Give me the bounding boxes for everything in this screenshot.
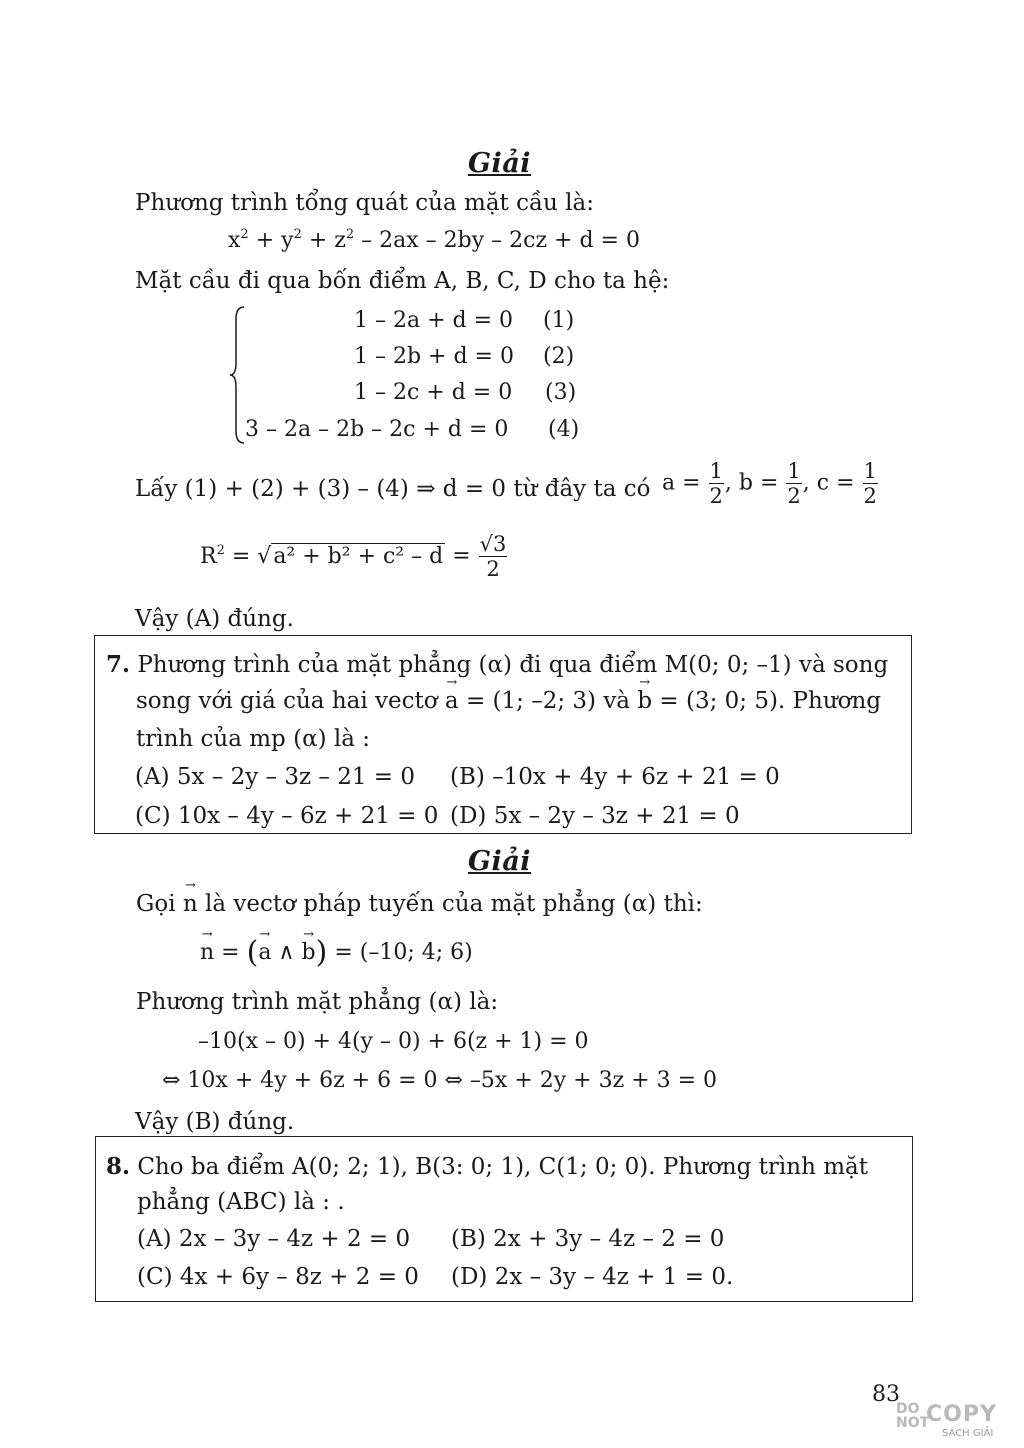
system-tag: (1) xyxy=(543,308,575,333)
abc-values: a = $\frac{1}{2}$ , b = $\frac{1}{2}$ , c = $\frac{1}{2}$ xyxy=(662,459,877,508)
vector-b: → b xyxy=(637,690,652,713)
option-b: (B) 2x + 3y – 4z – 2 = 0 xyxy=(451,1226,725,1252)
plane-equation: ⇔ 10x + 4y + 6z + 6 = 0 ⇔ –5x + 2y + 3z + 3 = 0 xyxy=(162,1068,718,1093)
problem-8-statement: phẳng (ABC) là : . xyxy=(137,1189,345,1215)
option-d: (D) 5x – 2y – 3z + 21 = 0 xyxy=(450,803,740,829)
vector-a: → a xyxy=(445,690,459,713)
solution-heading: Giải xyxy=(468,846,532,877)
system-equation: 1 – 2a + d = 0 xyxy=(354,308,514,333)
problem-8-statement: 8. Cho ba điểm A(0; 2; 1), B(3: 0; 1), C(1; 0; 0). Phương trình mặt xyxy=(106,1153,868,1180)
sphere-equation: $x^2 + y^2 + z^2 - 2ax - 2by - 2cz + d = 0$ xyxy=(228,227,640,253)
system-equation: 1 – 2c + d = 0 xyxy=(354,380,513,405)
system-tag: (2) xyxy=(543,344,575,369)
plane-equation: –10(x – 0) + 4(y – 0) + 6(z + 1) = 0 xyxy=(198,1029,589,1054)
option-c: (C) 4x + 6y – 8z + 2 = 0 xyxy=(137,1264,419,1290)
solution-text: Phương trình tổng quát của mặt cầu là: xyxy=(135,190,595,216)
system-equation: 3 – 2a – 2b – 2c + d = 0 xyxy=(245,417,509,442)
option-a: (A) 5x – 2y – 3z – 21 = 0 xyxy=(135,764,416,790)
solution-heading: Giải xyxy=(468,148,532,179)
derivation-text: Lấy (1) + (2) + (3) – (4) ⇒ d = 0 từ đây ta có xyxy=(135,476,651,502)
watermark-logo: DO NOT COPY SÁCH GIẢI xyxy=(896,1401,997,1439)
solution-text: Phương trình mặt phẳng (α) là: xyxy=(136,989,499,1015)
vector-n: → n xyxy=(183,893,198,916)
radius-equation: $R^2 = √a^2 + b^2 + c^2 - d$ = $\frac{√3}{2}$ xyxy=(200,532,507,581)
system-tag: (3) xyxy=(545,380,577,405)
problem-7-statement: trình của mp (α) là : xyxy=(136,726,371,752)
option-b: (B) –10x + 4y + 6z + 21 = 0 xyxy=(450,764,780,790)
cross-product-equation: → n = (→ a ∧ → b) = (–10; 4; 6) xyxy=(200,938,473,968)
system-tag: (4) xyxy=(548,417,580,442)
page-number: 83 xyxy=(872,1382,900,1407)
problem-7-statement: song với giá của hai vectơ → a = (1; –2; 3) và → b = (3; 0; 5). Phương xyxy=(136,690,881,713)
option-d: (D) 2x – 3y – 4z + 1 = 0. xyxy=(451,1264,734,1290)
option-a: (A) 2x – 3y – 4z + 2 = 0 xyxy=(137,1226,411,1252)
conclusion-text: Vậy (A) đúng. xyxy=(135,606,294,632)
option-c: (C) 10x – 4y – 6z + 21 = 0 xyxy=(135,803,439,829)
solution-text: Gọi → n là vectơ pháp tuyến của mặt phẳng (α) thì: xyxy=(136,893,703,916)
conclusion-text: Vậy (B) đúng. xyxy=(135,1109,295,1135)
solution-text: Mặt cầu đi qua bốn điểm A, B, C, D cho ta hệ: xyxy=(135,268,670,294)
system-equation: 1 – 2b + d = 0 xyxy=(354,344,514,369)
problem-7-statement: 7. Phương trình của mặt phẳng (α) đi qua điểm M(0; 0; –1) và song xyxy=(106,651,889,678)
